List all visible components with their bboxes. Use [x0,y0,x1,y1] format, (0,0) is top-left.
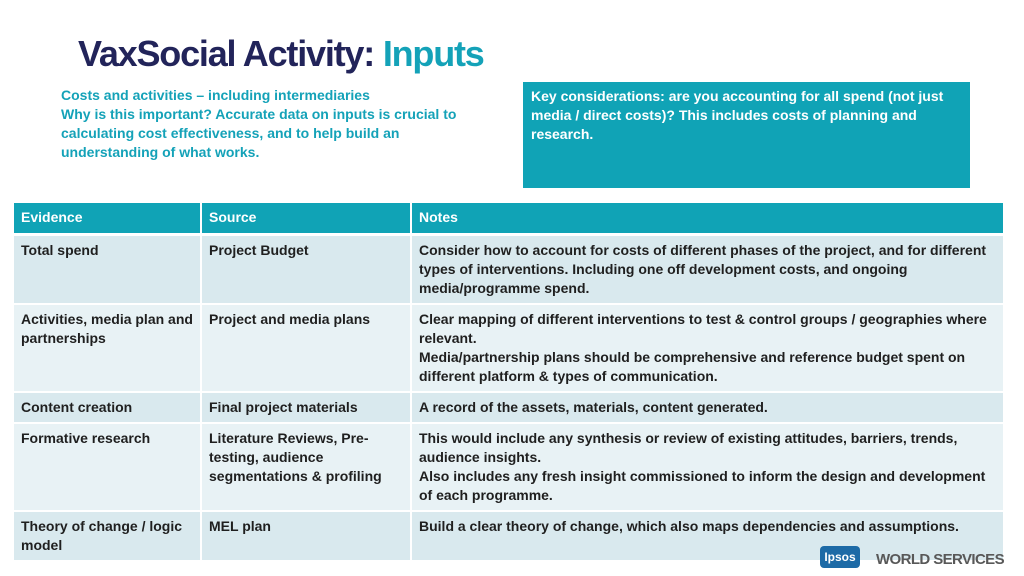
evidence-table [14,203,1003,562]
source-cell: MEL plan [201,511,411,561]
table-row [14,234,1003,304]
evidence-cell: Activities, media plan and partnerships [14,304,201,392]
header-evidence: Evidence [14,203,201,234]
evidence-cell: Total spend [14,234,201,304]
notes-cell [411,423,1003,511]
header-notes: Notes [411,203,1003,234]
intro-line: understanding of what works. [61,144,260,160]
header-source: Source [201,203,411,234]
evidence-cell: Formative research [14,423,201,511]
note-line: This would include any synthesis or review of existing attitudes, barriers, trends, audience insights. [419,429,958,465]
intro-line: Costs and activities – including intermediaries [61,87,370,103]
notes-cell [411,392,1003,423]
source-cell: Literature Reviews, Pre-testing, audience segmentations & profiling [201,423,411,511]
note-line: A record of the assets, materials, content generated. [419,398,768,415]
table-row [14,392,1003,423]
table-row [14,423,1003,511]
intro-line: Why is this important? Accurate data on inputs is crucial to [61,106,457,122]
notes-cell [411,234,1003,304]
table-header-row [14,203,1003,234]
note-line: Clear mapping of different interventions to test & control groups / geographies where relevant. [419,310,987,346]
source-cell: Final project materials [201,392,411,423]
note-line: Consider how to account for costs of different phases of the project, and for different types of interventions. Including one off development costs, and ongoing media/programme spend. [419,241,987,296]
note-line: Also includes any fresh insight commissioned to inform the design and development of each programme. [419,467,986,503]
intro-line: calculating cost effectiveness, and to help build an [61,125,400,141]
footer-logos [820,542,1004,568]
key-considerations-text: Key considerations: are you accounting for all spend (not just media / direct costs)? This includes costs of planning and research. [531,88,944,142]
source-cell: Project Budget [201,234,411,304]
note-line: Build a clear theory of change, which also maps dependencies and assumptions. [419,517,959,534]
note-line: Media/partnership plans should be comprehensive and reference budget spent on different platform & types of communication. [419,348,966,384]
table-row [14,304,1003,392]
key-considerations-box [523,82,970,188]
page-title-main: VaxSocial Activity: [78,33,375,74]
page-title [78,30,484,78]
evidence-cell: Content creation [14,392,201,423]
notes-cell [411,304,1003,392]
page-title-accent: Inputs [382,33,484,74]
world-services-logo: WORLD SERVICES [875,551,1004,568]
source-cell: Project and media plans [201,304,411,392]
intro-text [61,86,501,162]
ipsos-logo: Ipsos [820,546,860,568]
evidence-cell: Theory of change / logic model [14,511,201,561]
